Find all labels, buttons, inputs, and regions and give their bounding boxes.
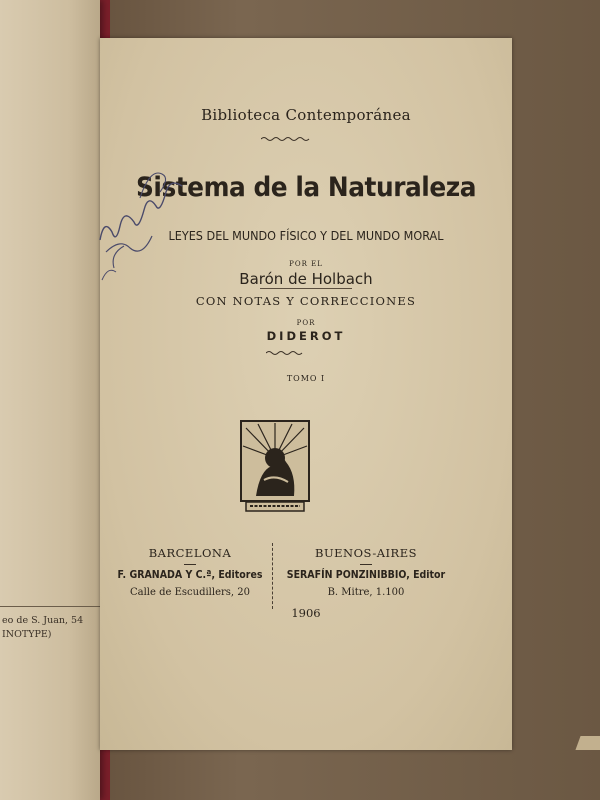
- printer-mark-emblem-icon: [238, 418, 312, 516]
- left-page: [0, 0, 100, 800]
- left-page-imprint: [2, 614, 100, 642]
- publisher-buenos-aires: [276, 546, 456, 598]
- title-page: [100, 38, 512, 750]
- page-corner: [575, 736, 600, 750]
- annotator-name: DIDEROT: [266, 329, 346, 343]
- author-name: Barón de Holbach: [239, 270, 373, 288]
- series-name: Biblioteca Contemporánea: [201, 106, 411, 124]
- handwritten-signature-icon: [90, 148, 190, 288]
- publisher-city: BUENOS-AIRES: [315, 546, 417, 560]
- publisher-divider: [272, 543, 273, 609]
- publisher-address: Calle de Escudillers, 20: [130, 587, 250, 598]
- by-label: POR EL: [289, 260, 323, 268]
- publication-year: 1906: [291, 606, 321, 620]
- publisher-name: F. GRANADA Y C.ª, Editores: [117, 569, 263, 581]
- city-dash: [360, 564, 372, 565]
- ornament-wave-icon: [261, 136, 311, 142]
- city-dash: [184, 564, 196, 565]
- ornament-wave-small-icon: [266, 350, 306, 356]
- publisher-name: SERAFÍN PONZINIBBIO, Editor: [286, 569, 446, 581]
- imprint-line-2: INOTYPE): [2, 629, 52, 640]
- volume-label: TOMO I: [286, 374, 326, 383]
- publisher-barcelona: [100, 546, 280, 598]
- notes-line: CON NOTAS Y CORRECCIONES: [195, 294, 417, 308]
- left-page-rule: [0, 606, 100, 607]
- imprint-line-1: eo de S. Juan, 54: [2, 615, 84, 626]
- publisher-address: B. Mitre, 1.100: [327, 587, 405, 598]
- by-label-2: POR: [296, 319, 316, 327]
- author-underline: [260, 288, 352, 289]
- book-subtitle: LEYES DEL MUNDO FÍSICO Y DEL MUNDO MORAL: [168, 228, 444, 243]
- publisher-city: BARCELONA: [148, 546, 232, 560]
- book-title: Sistema de la Naturaleza: [135, 172, 477, 203]
